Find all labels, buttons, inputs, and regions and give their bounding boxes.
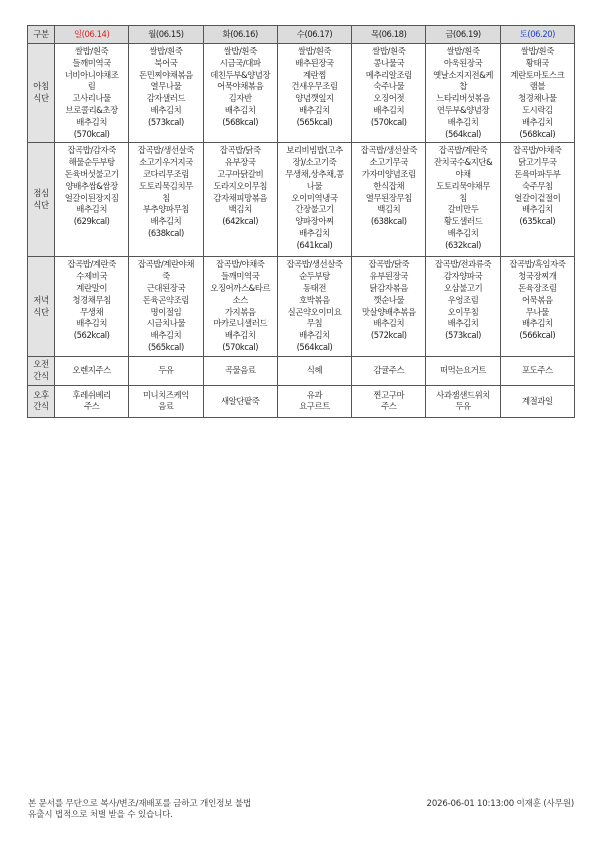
menu-item: 브로콜리&초장	[65, 104, 118, 115]
menu-cell	[500, 257, 574, 357]
menu-item: 유부장국	[224, 157, 256, 168]
menu-item: 잡곡밥/닭죽	[219, 145, 261, 156]
menu-cell	[352, 44, 426, 143]
menu-item: (565kcal)	[148, 341, 184, 352]
menu-item: 도토리묵야채무	[436, 180, 490, 191]
menu-item: 야채	[455, 168, 471, 179]
menu-item: 소고기무국	[369, 157, 408, 168]
menu-item: (642kcal)	[222, 216, 259, 227]
menu-item: 잡곡밥/감자죽	[67, 145, 116, 156]
menu-item: 오삼불고기	[443, 282, 483, 293]
menu-item: 수제비국	[76, 271, 108, 282]
meal-category-label: 식단	[33, 306, 49, 317]
menu-item: 너비아니야채조	[64, 69, 119, 80]
menu-item: 오이미역냉국	[291, 192, 338, 203]
menu-item: 청국장찌개	[518, 271, 557, 282]
meal-category-label: 오전	[33, 359, 49, 370]
menu-item: 황도샐러드	[443, 216, 483, 227]
meal-row	[28, 143, 575, 257]
header-row	[28, 26, 575, 44]
menu-item: 쌀밥/흰죽	[223, 46, 257, 56]
menu-item: 배추김치	[150, 104, 182, 115]
menu-item: 소스	[232, 294, 248, 305]
menu-item: (638kcal)	[370, 216, 407, 227]
menu-cell	[203, 257, 277, 357]
menu-item: 잡곡밥/계란죽	[438, 145, 488, 156]
menu-item: 돈육버섯불고기	[64, 168, 119, 179]
menu-item: 나물	[306, 180, 323, 191]
menu-item: 감자채피망볶음	[213, 192, 268, 203]
menu-item: 미니치즈케익	[142, 389, 189, 400]
menu-cell	[277, 385, 351, 417]
menu-item: 잡곡밥/생선살죽	[137, 145, 195, 156]
menu-item: 침	[162, 192, 170, 203]
menu-cell	[55, 143, 129, 257]
menu-item: 배추김치	[373, 104, 405, 115]
menu-item: 배추김치	[76, 204, 108, 215]
meal-category-label: 오후	[33, 389, 49, 400]
menu-item: 침	[459, 192, 467, 203]
menu-item: 도라지오이무침	[213, 180, 268, 191]
meal-row	[28, 257, 575, 357]
menu-item: (566kcal)	[519, 330, 556, 341]
menu-item: 청경채나물	[518, 93, 557, 104]
menu-item: 배추김치	[521, 204, 553, 215]
menu-item: 도시락김	[521, 104, 553, 115]
menu-item: 돈육장조림	[518, 282, 557, 293]
menu-item: 들깨미역국	[72, 57, 111, 68]
category-header: 구분	[28, 26, 55, 44]
menu-item: 가지볶음	[224, 306, 256, 317]
menu-item: 곡물음료	[224, 365, 256, 376]
menu-item: 잡곡밥/야채죽	[215, 259, 265, 270]
menu-item: 잡곡밥/계란죽	[67, 259, 116, 270]
footer	[28, 799, 574, 820]
menu-item: 옛날소지지전&케	[433, 69, 494, 80]
menu-item: 부추양파무침	[142, 204, 189, 215]
menu-item: 돈육곤약조림	[142, 294, 189, 305]
menu-item: 갈비만두	[447, 204, 479, 215]
menu-item: 배추김치	[373, 318, 405, 329]
menu-item: 배추김치	[299, 104, 330, 115]
menu-item: 무생채,상추채,콩	[285, 168, 344, 179]
menu-item: 양파장아찌	[295, 216, 334, 227]
menu-item: 시금국/대파	[219, 57, 261, 68]
menu-item: 쌀밥/흰죽	[372, 46, 406, 56]
menu-item: 데친두부&양념장	[210, 69, 271, 80]
meal-category-label: 간식	[33, 371, 49, 382]
menu-item: 가자미양념조림	[361, 168, 416, 179]
weekly-menu-table	[27, 25, 575, 418]
menu-item: 깻순나물	[373, 294, 405, 305]
menu-item: 돈육마파두부	[514, 168, 561, 179]
day-header: 일(06.14)	[55, 26, 129, 44]
menu-item: 오징어까스&타르	[210, 282, 271, 293]
menu-cell	[277, 257, 351, 357]
menu-cell	[352, 257, 426, 357]
menu-item: 양배추쌈&쌈장	[65, 180, 118, 191]
meal-category-label: 식단	[33, 93, 49, 104]
meal-category-label: 식단	[33, 199, 49, 210]
day-header: 수(06.17)	[277, 26, 351, 44]
menu-item: 림	[87, 81, 96, 92]
menu-cell	[352, 385, 426, 417]
menu-item: 배추김치	[447, 318, 479, 329]
menu-cell	[500, 143, 574, 257]
menu-item: 마카로니샐러드	[213, 318, 268, 329]
menu-item: 잡곡밥/전과류죽	[434, 259, 492, 270]
menu-cell	[203, 385, 277, 417]
menu-item: 김자반	[228, 93, 252, 104]
day-header: 목(06.18)	[352, 26, 426, 44]
menu-item: 주스	[83, 401, 100, 412]
menu-item: (629kcal)	[73, 216, 110, 227]
menu-item: (570kcal)	[73, 128, 110, 139]
menu-item: 청경채무침	[72, 294, 111, 305]
menu-item: (568kcal)	[222, 116, 259, 127]
meal-row	[28, 357, 575, 386]
menu-cell	[352, 143, 426, 257]
menu-item: 잡곡밥/생선살죽	[360, 145, 417, 156]
menu-item: 사과잼샌드위치	[436, 389, 490, 400]
menu-item: 우엉조림	[447, 294, 479, 305]
menu-item: 무생채	[80, 306, 104, 317]
menu-item: 배추김치	[299, 330, 330, 341]
menu-item: 시금치나물	[146, 318, 186, 329]
menu-item: 보리비빔밥(고추	[286, 145, 343, 156]
meal-category	[28, 44, 55, 143]
menu-item: 배추김치	[299, 227, 330, 238]
menu-item: 두유	[455, 401, 471, 412]
menu-item: (635kcal)	[519, 216, 556, 227]
menu-item: 새알단팥죽	[220, 395, 260, 406]
meal-category-label: 저녁	[33, 295, 49, 306]
menu-item: 열무나물	[150, 81, 182, 92]
menu-item: 유부된장국	[369, 271, 408, 282]
menu-item: 주스	[381, 401, 397, 412]
menu-item: (562kcal)	[73, 330, 110, 341]
menu-cell	[55, 44, 129, 143]
meal-category-label: 점심	[33, 188, 49, 199]
menu-cell	[55, 385, 129, 417]
menu-item: 어묵볶음	[521, 294, 553, 305]
menu-item: 맛살양배추볶음	[361, 306, 416, 317]
menu-item: 감자양파국	[443, 271, 483, 282]
menu-item: 감귤주스	[373, 365, 405, 376]
menu-item: 메추리알조림	[365, 69, 412, 80]
menu-item: 실곤약오이미요	[287, 306, 342, 317]
menu-item: 계란말이	[76, 282, 108, 293]
menu-item: 배추김치	[150, 216, 182, 227]
menu-item: 램블	[529, 81, 546, 92]
menu-item: 배추김치	[447, 227, 479, 238]
menu-cell	[203, 44, 277, 143]
menu-item: 양념깻잎지	[295, 93, 334, 104]
menu-cell	[129, 257, 203, 357]
menu-item: 죽	[162, 271, 170, 282]
day-header: 화(06.16)	[203, 26, 277, 44]
menu-item: 황태국	[525, 57, 549, 68]
menu-item: 계란찜	[302, 69, 327, 80]
day-header: 금(06.19)	[426, 26, 500, 44]
menu-item: (638kcal)	[148, 227, 184, 238]
menu-item: (572kcal)	[370, 330, 407, 341]
menu-item: (565kcal)	[296, 116, 333, 127]
menu-item: 간장불고기	[295, 204, 334, 215]
menu-item: 북어국	[154, 57, 178, 68]
menu-item: 닭감자볶음	[369, 282, 408, 293]
menu-item: 포도주스	[521, 365, 553, 376]
menu-item: 코다리무조림	[142, 168, 189, 179]
menu-cell	[129, 357, 203, 386]
menu-item: 한식잡채	[373, 180, 405, 191]
menu-item: 오징어젓	[373, 93, 405, 104]
notice-line-2: 유출시 법적으로 처벌 받을 수 있습니다.	[28, 809, 173, 820]
menu-item: 쌀밥/흰죽	[297, 46, 332, 56]
menu-item: 무나물	[525, 306, 549, 317]
menu-item: 유과	[306, 389, 323, 400]
notice-line-1: 본 문서를 무단으로 복사/변조/재배포를 금하고 개인정보 불법	[28, 799, 252, 809]
menu-item: 순두부탕	[299, 271, 330, 282]
menu-item: 잡곡밥/계란야채	[137, 259, 195, 270]
menu-cell	[203, 143, 277, 257]
menu-cell	[55, 357, 129, 386]
menu-cell	[500, 357, 574, 386]
menu-item: 계절과일	[521, 395, 553, 406]
menu-cell	[129, 385, 203, 417]
menu-item: 들깨미역국	[220, 271, 260, 282]
menu-cell	[55, 257, 129, 357]
menu-item: (641kcal)	[296, 239, 333, 250]
menu-item: 건새우무조림	[291, 81, 338, 92]
meal-row	[28, 385, 575, 417]
menu-body	[28, 44, 575, 418]
menu-item: 배추김치	[76, 116, 108, 127]
menu-cell	[426, 44, 500, 143]
menu-item: 숙주무침	[521, 180, 553, 191]
menu-item: 배추김치	[521, 318, 553, 329]
menu-item: (573kcal)	[445, 330, 481, 341]
menu-item: 동태전	[302, 282, 327, 293]
menu-item: 찐고구마	[373, 389, 405, 400]
menu-item: 백김치	[377, 204, 401, 215]
menu-item: 배추김치	[76, 318, 108, 329]
menu-item: 장)/소고기죽	[292, 157, 337, 168]
meal-category	[28, 357, 55, 386]
menu-item: 음료	[158, 401, 174, 412]
menu-item: 잔치국수&지단&	[433, 157, 493, 168]
day-header: 월(06.15)	[129, 26, 203, 44]
menu-item: (564kcal)	[296, 341, 333, 352]
menu-item: 배추김치	[224, 104, 256, 115]
menu-item: 감자샐러드	[146, 93, 186, 104]
menu-item: 어묵야채볶음	[217, 81, 264, 92]
menu-item: 고구마닭갈비	[217, 168, 264, 179]
menu-item: 연두부&양념장	[436, 104, 490, 115]
menu-item: 오렌지주스	[72, 365, 111, 376]
meal-category	[28, 385, 55, 417]
menu-cell	[203, 357, 277, 386]
menu-item: 아욱된장국	[443, 57, 483, 68]
menu-item: 소고기우거지국	[139, 157, 193, 168]
menu-item: (568kcal)	[519, 128, 556, 139]
menu-item: 숙주나물	[373, 81, 405, 92]
menu-cell	[129, 44, 203, 143]
menu-cell	[129, 143, 203, 257]
menu-cell	[277, 44, 351, 143]
menu-item: 고사리나물	[72, 93, 111, 104]
menu-cell	[426, 385, 500, 417]
menu-item: 백김치	[228, 204, 252, 215]
menu-item: 해물순두부탕	[68, 157, 115, 168]
menu-item: 찹	[459, 81, 467, 92]
menu-item: 요구르트	[299, 401, 330, 412]
menu-cell	[426, 143, 500, 257]
menu-item: 오이무침	[447, 306, 479, 317]
menu-item: 떠먹는요거트	[439, 365, 487, 376]
menu-item: 후레쉬베리	[72, 389, 111, 400]
menu-item: 계란토마토스크	[510, 69, 565, 80]
menu-item: 명이절임	[150, 306, 182, 317]
menu-item: 잡곡밥/흑임자죽	[509, 259, 566, 270]
menu-item: (570kcal)	[370, 116, 407, 127]
meal-category-label: 아침	[33, 81, 49, 92]
menu-item: 얼갈이겉절이	[514, 192, 561, 203]
menu-item: 쌀밥/흰죽	[149, 46, 183, 56]
menu-item: 잡곡밥/닭죽	[368, 259, 410, 270]
menu-item: 식혜	[306, 365, 323, 376]
menu-item: 닭고기무국	[518, 157, 557, 168]
menu-item: 배추김치	[521, 116, 553, 127]
menu-item: 느타리버섯볶음	[436, 93, 490, 104]
menu-item: (564kcal)	[445, 128, 481, 139]
menu-item: 잡곡밥/생선살죽	[286, 259, 343, 270]
menu-item: 얼갈이된장지짐	[64, 192, 119, 203]
meal-category	[28, 257, 55, 357]
menu-item: 잡곡밥/야채죽	[513, 145, 562, 156]
meal-category-label: 간식	[33, 401, 49, 412]
menu-item: 돈민찌야채볶음	[139, 69, 193, 80]
menu-item: 배추된장국	[295, 57, 334, 68]
day-header: 토(06.20)	[500, 26, 574, 44]
menu-item: (632kcal)	[445, 239, 481, 250]
menu-item: 배추김치	[447, 116, 479, 127]
menu-item: 열무된장무침	[365, 192, 412, 203]
menu-item: (573kcal)	[148, 116, 184, 127]
menu-item: 두유	[158, 365, 174, 376]
menu-item: 도토리묵김치무	[139, 180, 193, 191]
menu-item: 배추김치	[224, 330, 256, 341]
menu-cell	[426, 257, 500, 357]
menu-cell	[277, 357, 351, 386]
menu-item: 배추김치	[150, 330, 182, 341]
menu-cell	[426, 357, 500, 386]
menu-item: 무침	[306, 318, 323, 329]
menu-item: (570kcal)	[222, 341, 259, 352]
menu-item: 쌀밥/흰죽	[446, 46, 480, 56]
menu-item: 콩나물국	[373, 57, 405, 68]
menu-item: 근대된장국	[146, 282, 186, 293]
print-stamp: 2026-06-01 10:13:00 이재훈 (사무원)	[426, 799, 574, 809]
menu-cell	[500, 44, 574, 143]
menu-item: 쌀밥/흰죽	[75, 46, 109, 56]
menu-cell	[352, 357, 426, 386]
menu-cell	[277, 143, 351, 257]
meal-row	[28, 44, 575, 143]
meal-category	[28, 143, 55, 257]
menu-cell	[500, 385, 574, 417]
menu-item: 쌀밥/흰죽	[520, 46, 554, 56]
menu-item: 호박볶음	[299, 294, 330, 305]
